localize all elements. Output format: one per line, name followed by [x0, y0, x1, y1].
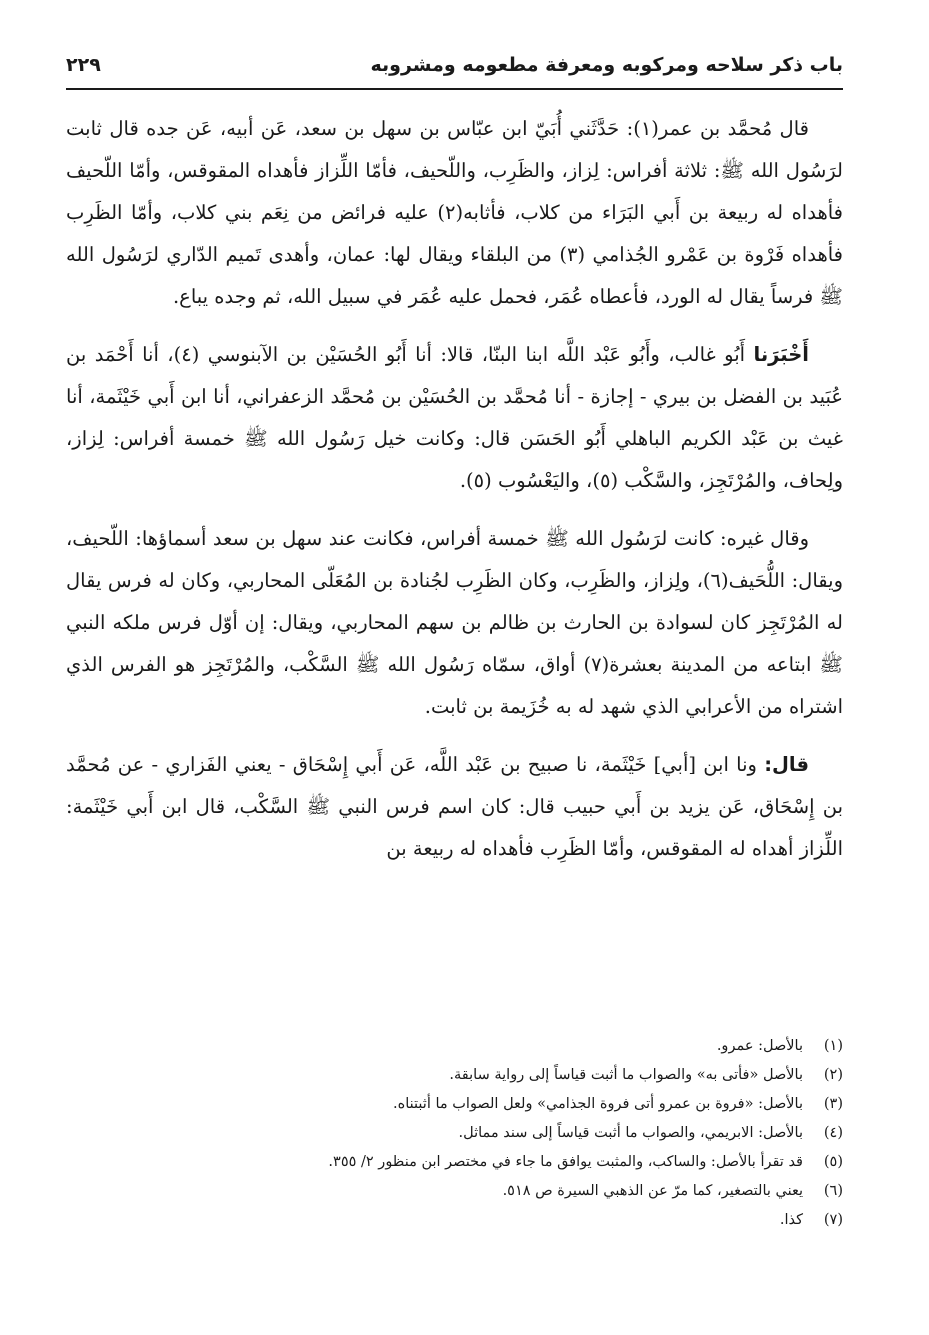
paragraph-text: أَبُو غالب، وأَبُو عَبْد اللَّه ابنا البنّا، قالا: أنا أَبُو الحُسَيْن بن الآبنوسي (٤)، أنا أَحْمَد بن عُبَيد بن الفضل بن بيري - إجازة - أنا مُحمَّد بن الحُسَيْن بن مُحمَّد الزعفراني، أنا ابن أَبي خَيْثَمة، أنا غيث بن عَبْد الكريم الباهلي أَبُو الحَسَن قال: وكانت خيل رَسُول الله ﷺ خمسة أفراس: لِزاز، ولِحاف، والمُرْتَجِز، والسَّكْب (٥)، واليَعْسُوب (٥).: [66, 343, 843, 492]
page-number: ٢٢٩: [66, 54, 101, 76]
paragraph-4: [66, 744, 843, 870]
footnote-3: [66, 1090, 843, 1119]
footnote-number: (١): [823, 1038, 843, 1054]
footnote-text: كذا.: [779, 1212, 803, 1228]
footnote-text: بالأصل: الابريمي، والصواب ما أثبت قياساً إلى سند مماثل.: [458, 1125, 803, 1141]
footnote-number: (٢): [823, 1067, 843, 1083]
footnote-6: [66, 1177, 843, 1206]
footnote-text: بالأصل: عمرو.: [716, 1038, 803, 1054]
paragraph-text: قال مُحمَّد بن عمر(١): حَدَّثَني أُبَيّ ابن عبّاس بن سهل بن سعد، عَن أبيه، عَن جده قال ثابت لرَسُول الله ﷺ: ثلاثة أفراس: لِزاز، والظَرِب، واللّحيف، فأمّا اللِّزاز فأهداه المقوقس، وأمّا اللّحيف فأهداه له ربيعة بن أَبي البَرَاء من كلاب، فأثابه(٢) عليه فرائض من نِعَم بني كلاب، وأمّا الظَرِب فأهداه فَرْوة بن عَمْرو الجُذامي (٣) من البلقاء ويقال لها: عمان، وأهدى تَميم الدّاري لرَسُول الله ﷺ فرساً يقال له الورد، فأعطاه عُمَر، فحمل عليه عُمَر في سبيل الله، ثم وجده يباع.: [66, 117, 843, 308]
footnote-number: (٤): [823, 1125, 843, 1141]
paragraph-1: [66, 108, 843, 318]
footnote-2: [66, 1061, 843, 1090]
main-text: [66, 108, 843, 886]
footnote-number: (٧): [823, 1212, 843, 1228]
footnote-4: [66, 1119, 843, 1148]
paragraph-2: [66, 334, 843, 502]
footnote-5: [66, 1148, 843, 1177]
footnote-text: بالأصل «فأتى به» والصواب ما أثبت قياساً إلى رواية سابقة.: [449, 1067, 803, 1083]
footnote-text: قد تقرأ بالأصل: والساكب، والمثبت يوافق ما جاء في مختصر ابن منظور ٢/ ٣٥٥.: [328, 1154, 803, 1170]
paragraph-lead-word: أَخْبَرَنا: [753, 343, 809, 366]
chapter-title: باب ذكر سلاحه ومركوبه ومعرفة مطعومه ومشروبه: [370, 54, 843, 76]
footnote-number: (٣): [823, 1096, 843, 1112]
footnote-number: (٦): [823, 1183, 843, 1199]
paragraph-text: ونا ابن [أبي] خَيْثَمة، نا صبيح بن عَبْد اللَّه، عَن أَبي إِسْحَاق - يعني الفَزاري - عن مُحمَّد بن إِسْحَاق، عَن يزيد بن أَبي حبيب قال: كان اسم فرس النبي ﷺ السَّكْب، قال ابن أَبي خَيْثَمة: اللِّزاز أهداه له المقوقس، وأمّا الظَرِب فأهداه له ربيعة بن: [66, 753, 843, 860]
footnote-text: بالأصل: «فروة بن عمرو أتى فروة الجذامي» ولعل الصواب ما أثبتناه.: [393, 1096, 803, 1112]
footnote-text: يعني بالتصغير، كما مرّ عن الذهبي السيرة ص ٥١٨.: [502, 1183, 803, 1199]
footnote-1: [66, 1032, 843, 1061]
footnote-number: (٥): [823, 1154, 843, 1170]
paragraph-text: وقال غيره: كانت لرَسُول الله ﷺ خمسة أفراس، فكانت عند سهل بن سعد أسماؤها: اللّحيف، ويقال: اللُّحَيف(٦)، ولِزاز، والظَرِب، وكان الظَرِب لجُنادة بن المُعَلّى المحاربي، وكان له فرس يقال له المُرْتَجِز كان لسوادة بن الحارث بن ظالم بن سهم المحاربي، ويقال: إن أوّل فرس ملكه النبي ﷺ ابتاعه من المدينة بعشرة(٧) أواق، سمّاه رَسُول الله ﷺ السَّكْب، والمُرْتَجِز هو الفرس الذي اشتراه من الأعرابي الذي شهد له به خُزَيمة بن ثابت.: [66, 527, 843, 718]
footnote-7: [66, 1206, 843, 1235]
paragraph-3: [66, 518, 843, 728]
paragraph-lead-word: قال:: [764, 753, 809, 776]
footnotes: [66, 1032, 843, 1235]
page-header: [66, 40, 843, 90]
